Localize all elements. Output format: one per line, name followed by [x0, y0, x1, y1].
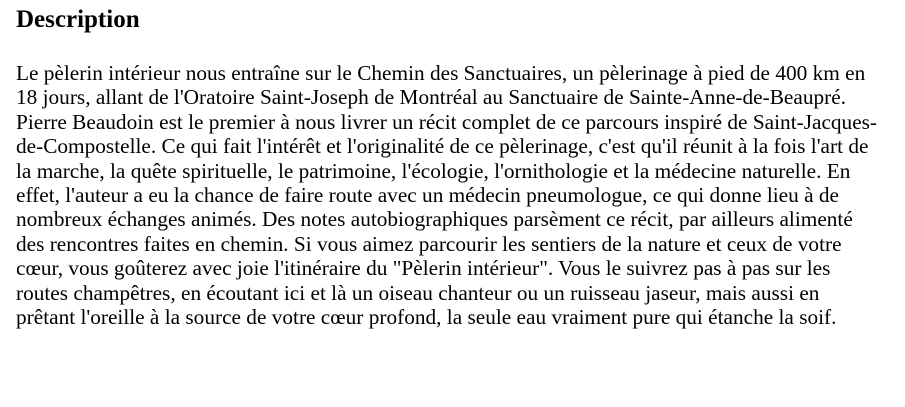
description-paragraph: Le pèlerin intérieur nous entraîne sur le Chemin des Sanctuaires, un pèlerinage à pied de 400 km en 18 jours, allant de l'Oratoire Saint-Joseph de Montréal au Sanctuaire de Sainte-Anne-de-Beaupré. Pierre Beaudoin est le premier à nous livrer un récit complet de ce parcours inspiré de Saint-Jacques-de-Compostelle. Ce qui fait l'intérêt et l'originalité de ce pèlerinage, c'est qu'il réunit à la fois l'art de la marche, la quête spirituelle, le patrimoine, l'écologie, l'ornithologie et la médecine naturelle. En effet, l'auteur a eu la chance de faire route avec un médecin pneumologue, ce qui donne lieu à de nombreux échanges animés. Des notes autobiographiques parsèment ce récit, par ailleurs alimenté des rencontres faites en chemin. Si vous aimez parcourir les sentiers de la nature et ceux de votre cœur, vous goûterez avec joie l'itinéraire du "Pèlerin intérieur". Vous le suivrez pas à pas sur les routes champêtres, en écoutant ici et là un oiseau chanteur ou un ruisseau jaseur, mais aussi en prêtant l'oreille à la source de votre cœur profond, la seule eau vraiment pure qui étanche la soif. [16, 61, 878, 330]
section-heading: Description [16, 6, 140, 33]
